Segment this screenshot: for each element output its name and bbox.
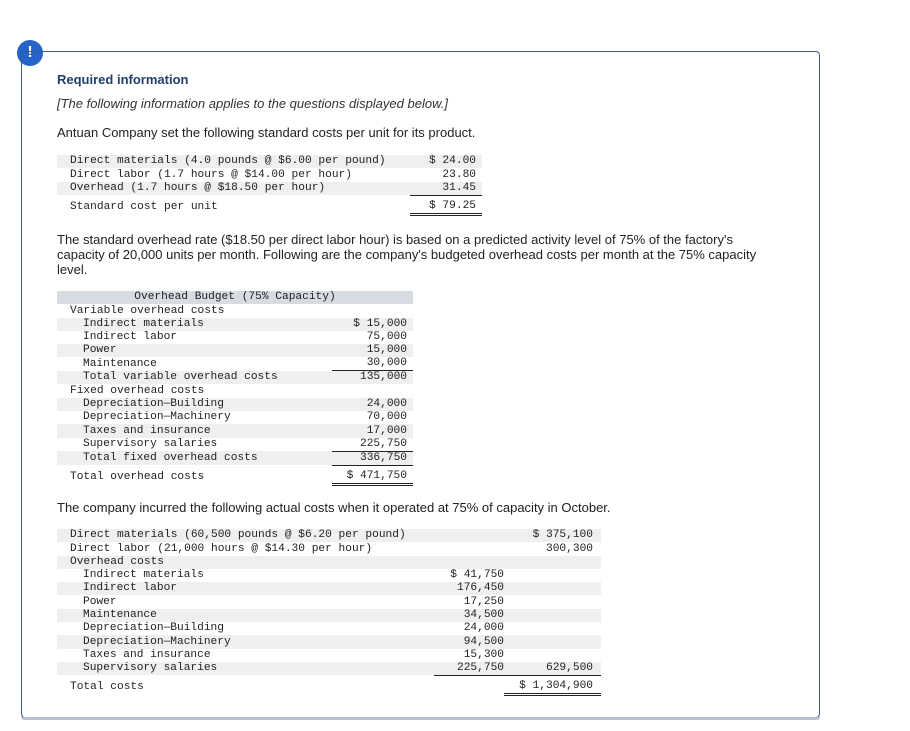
table-header-row [57,291,413,304]
total-value: $ 79.25 [410,195,482,214]
total-label: Standard cost per unit [70,201,218,214]
row-value: 31.45 [410,182,482,196]
row-value: 17,250 [463,595,504,608]
row-label: Direct labor (1.7 hours @ $14.00 per hour) [70,168,352,181]
row-label: Indirect materials [83,569,204,582]
row-label: Direct materials (4.0 pounds @ $6.00 per pound) [57,155,410,168]
table-row [57,675,601,694]
table-row [57,569,601,582]
actual-intro-text: The company incurred the following actual costs when it operated at 75% of capacity in October. [57,500,611,515]
row-value: 17,000 [332,424,413,437]
table-row [57,465,413,484]
overhead-budget-table [57,291,413,486]
row-value: $ 15,000 [332,318,413,331]
section-header: Fixed overhead costs [70,384,205,397]
row-value: $ 24.00 [410,155,482,168]
row-value: $ 375,100 [504,529,601,542]
table-row [57,304,413,317]
section-header: Overhead costs [57,556,434,569]
info-note: [The following information applies to the questions displayed below.] [57,96,448,111]
total-label: Total overhead costs [70,471,205,484]
table-row [57,635,601,648]
table-row [57,318,413,331]
row-value: 23.80 [442,168,476,181]
standard-cost-table [57,155,482,216]
row-value: 176,450 [434,582,504,595]
table-row [57,529,601,542]
row-label: Supervisory salaries [57,662,434,676]
table-row [57,371,413,385]
intro-text: Antuan Company set the following standard costs per unit for its product. [57,125,476,140]
subtotal-label: Total fixed overhead costs [57,451,332,465]
row-label: Taxes and insurance [83,648,211,661]
row-label: Depreciation—Machinery [83,411,231,424]
row-value: 24,000 [332,398,413,411]
table-row [57,542,601,555]
section-header: Variable overhead costs [70,304,225,317]
table-row [57,595,601,608]
row-value: 30,000 [332,357,413,371]
table-row [57,331,413,344]
overhead-rate-paragraph [57,232,756,277]
row-value: $ 41,750 [450,569,504,582]
row-label: Indirect labor [83,331,177,344]
table-row [57,195,482,214]
row-value: 24,000 [463,622,504,635]
total-value: $ 471,750 [332,465,413,484]
row-value: 34,500 [434,609,504,622]
row-label: Overhead (1.7 hours @ $18.50 per hour) [57,182,410,196]
paragraph-line: The standard overhead rate ($18.50 per direct labor hour) is based on a predicted activity level of 75% of the factory's [57,232,733,247]
alert-icon: ! [17,40,43,66]
table-row [57,662,601,676]
actual-costs-table [57,529,601,696]
table-row [57,344,413,357]
table-row [57,556,601,569]
table-row [57,384,413,397]
row-label: Depreciation—Building [83,622,224,635]
table-row [57,622,601,635]
row-label: Taxes and insurance [57,424,332,437]
table-row [57,609,601,622]
row-label: Indirect labor [57,582,434,595]
row-value: 15,000 [332,344,413,357]
row-label: Power [83,595,117,608]
table-row [57,411,413,424]
row-value: 225,750 [332,438,413,452]
subtotal-label: Total variable overhead costs [57,371,332,385]
row-label: Depreciation—Machinery [57,635,434,648]
row-label: Maintenance [57,609,434,622]
row-label: Supervisory salaries [83,438,218,451]
row-label: Direct materials (60,500 pounds @ $6.20 per pound) [57,529,434,542]
subtotal-value: 135,000 [332,371,413,385]
paragraph-line: level. [57,262,88,277]
total-value: $ 1,304,900 [504,675,601,694]
table-row [57,357,413,371]
row-value: 75,000 [366,331,407,344]
table-row [57,155,482,168]
table-row [57,582,601,595]
row-value: 300,300 [546,542,593,555]
row-label: Depreciation—Building [57,398,332,411]
table-row [57,182,482,196]
row-label: Power [57,344,332,357]
overhead-total-value: 629,500 [504,662,601,676]
table-row [57,649,601,662]
subtotal-value: 336,750 [332,451,413,465]
row-value: 225,750 [434,662,504,676]
row-label: Maintenance [83,357,157,370]
row-label: Indirect materials [57,318,332,331]
table-row [57,424,413,437]
table-row [57,168,482,181]
row-value: 94,500 [434,635,504,648]
paragraph-line: capacity of 20,000 units per month. Following are the company's budgeted overhead costs per month at the 75% capacity [57,247,757,262]
table-row [57,398,413,411]
row-value: 15,300 [463,648,504,661]
required-information-title: Required information [57,72,189,87]
table-row [57,451,413,465]
row-label: Direct labor (21,000 hours @ $14.30 per hour) [70,542,373,555]
table-row [57,438,413,452]
total-label: Total costs [70,681,144,694]
row-value: 70,000 [366,411,407,424]
budget-title: Overhead Budget (75% Capacity) [57,291,413,304]
